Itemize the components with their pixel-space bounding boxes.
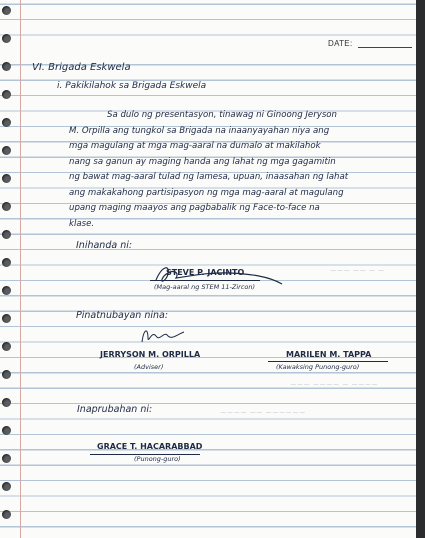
paragraph-line: mga magulang at mga mag-aaral na dumalo at makilahok bbox=[69, 141, 321, 151]
noted-by-name-1: JERRYSON M. ORPILLA bbox=[100, 350, 201, 359]
paragraph-line: ng bawat mag-aaral tulad ng lamesa, upuan, inaasahan ng lahat bbox=[69, 172, 349, 182]
approved-by-role: (Punong-guro) bbox=[134, 455, 181, 463]
date-label: DATE: bbox=[328, 39, 353, 48]
paragraph-line: nang sa ganun ay maging handa ang lahat ng mga gagamitin bbox=[69, 156, 336, 167]
paragraph-line: Sa dulo ng presentasyon, tinawag ni Ginoong Jeryson bbox=[107, 110, 338, 120]
margin-line bbox=[20, 0, 21, 538]
approved-by-name: GRACE T. HACARABBAD bbox=[97, 442, 203, 451]
prepared-by-label: Inihanda ni: bbox=[76, 240, 133, 251]
body-paragraph bbox=[69, 108, 407, 232]
signature-orpilla bbox=[138, 324, 188, 348]
noted-by-name-2: MARILEN M. TAPPA bbox=[286, 350, 372, 359]
section-title: VI. Brigada Eskwela bbox=[32, 62, 131, 73]
prepared-by-role: (Mag-aaral ng STEM 11-Zircon) bbox=[154, 283, 256, 291]
noted-by-label: Pinatnubayan nina: bbox=[76, 310, 169, 321]
paragraph-line: M. Orpilla ang tungkol sa Brigada na inaanyayahan niya ang bbox=[69, 125, 330, 136]
section-subtitle: i. Pakikilahok sa Brigada Eskwela bbox=[57, 81, 207, 91]
prepared-by-name: STEVE P. JACINTO bbox=[166, 268, 245, 277]
binder-holes bbox=[2, 0, 14, 538]
paragraph-line: ang makakahong partisipasyon ng mga mag-aaral at magulang bbox=[69, 187, 344, 198]
paragraph-line: upang maging maayos ang pagbabalik ng Face-to-face na bbox=[69, 203, 320, 213]
approved-by-label: Inaprubahan ni: bbox=[77, 404, 153, 415]
date-line bbox=[358, 47, 412, 48]
bleed-through-text: ~~~~ ~~ ~~~~~~ bbox=[220, 408, 306, 417]
noted-by-role-2: (Kawaksing Punong-guro) bbox=[276, 363, 360, 371]
paragraph-line: klase. bbox=[69, 218, 95, 229]
bleed-through-text: ~~~ ~~~~ ~ ~~~~ bbox=[290, 380, 379, 389]
bleed-through-text: ~~~ ~~ ~ ~ bbox=[330, 266, 385, 275]
noted-by-role-1: (Adviser) bbox=[134, 363, 164, 371]
